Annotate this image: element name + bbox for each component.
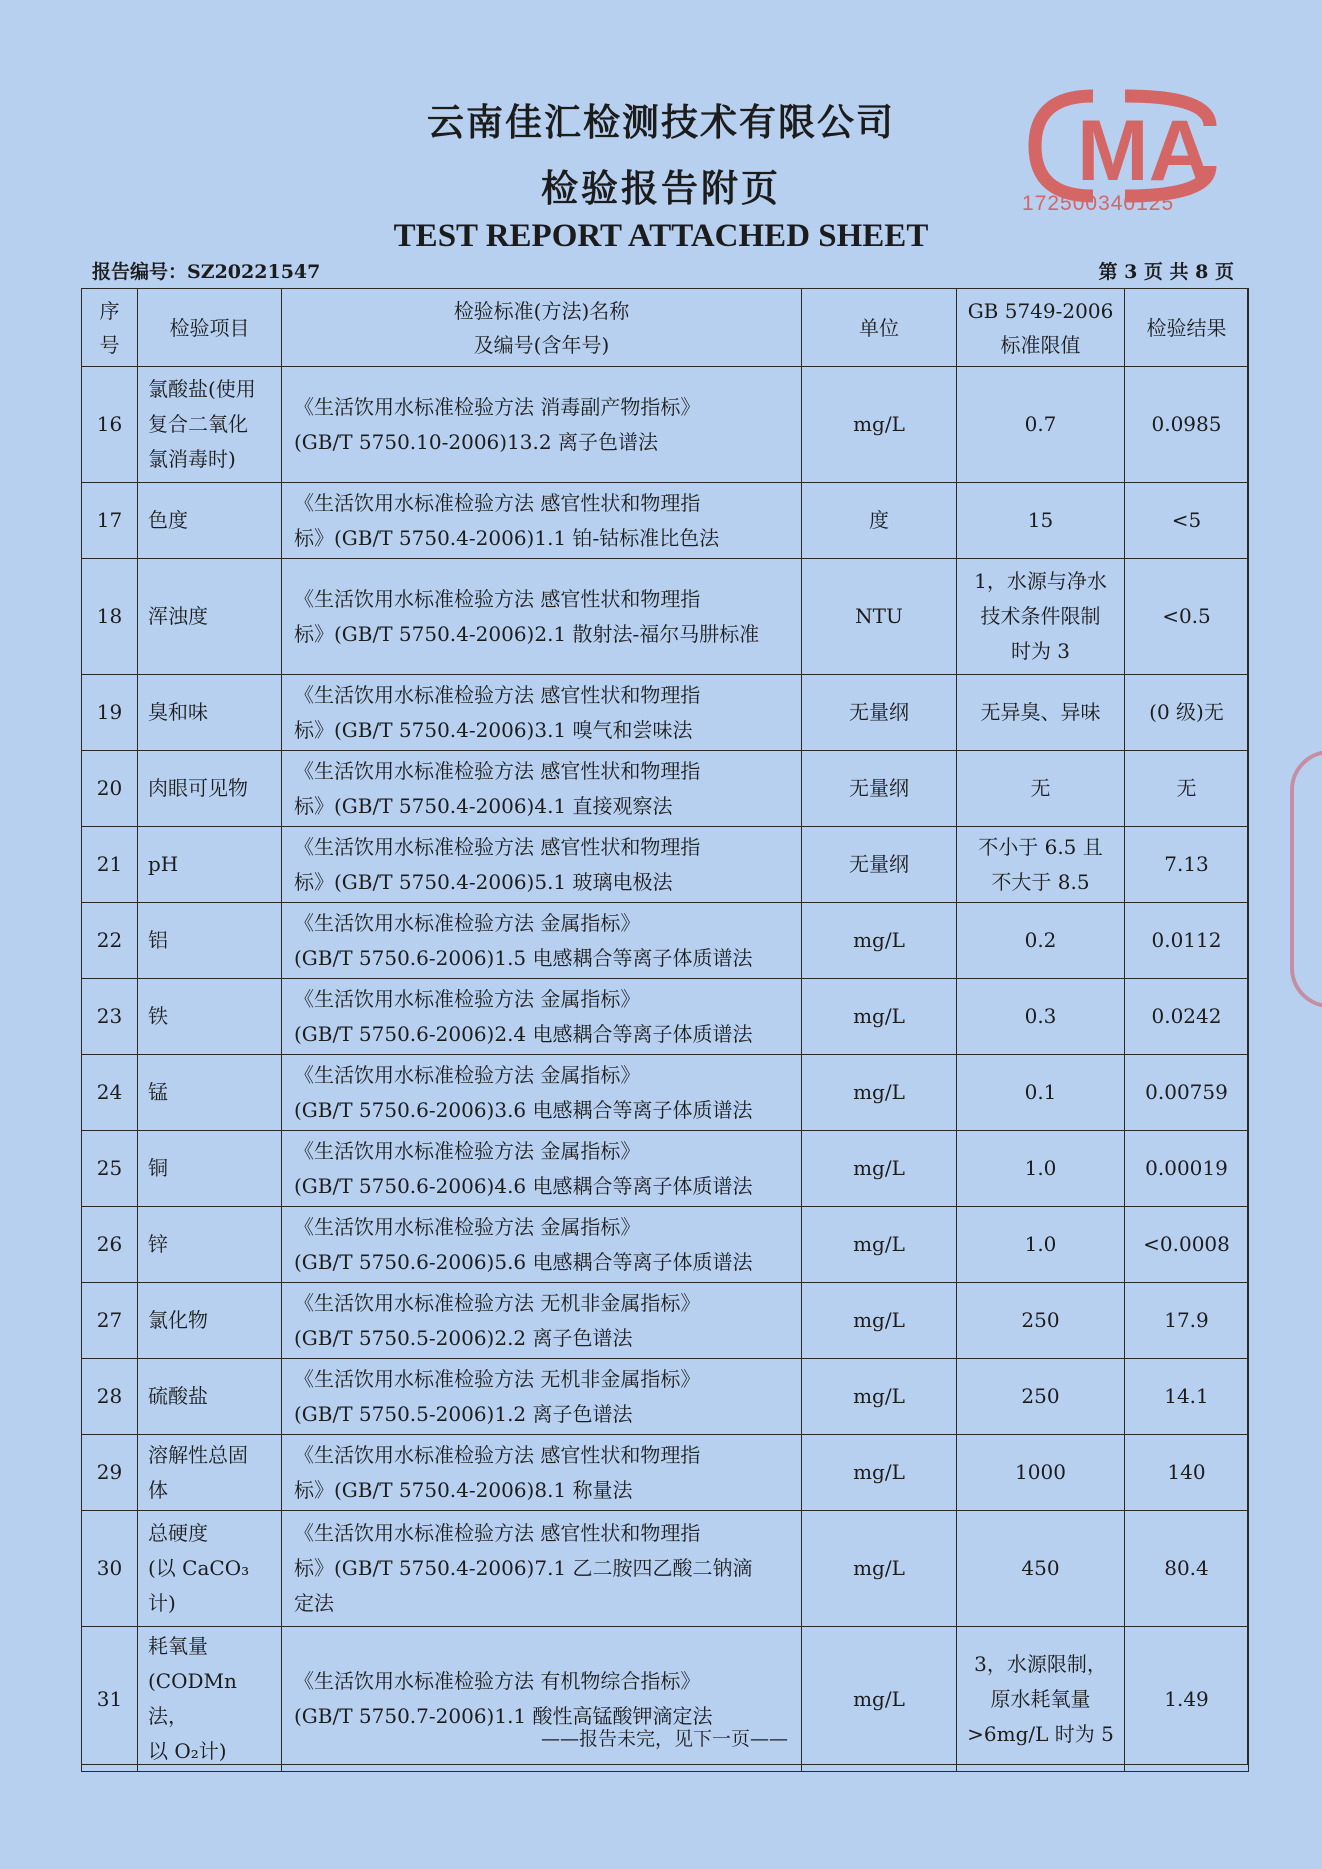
table-row xyxy=(82,827,1249,903)
header-unit: 单位 xyxy=(802,289,957,367)
row-number: 25 xyxy=(82,1131,138,1207)
row-method: 《生活饮用水标准检验方法 感官性状和物理指 标》(GB/T 5750.4-2006)3.1 嗅气和尝味法 xyxy=(282,675,802,751)
row-method: 《生活饮用水标准检验方法 感官性状和物理指 标》(GB/T 5750.4-2006)2.1 散射法-福尔马肼标准 xyxy=(282,559,802,675)
row-limit: 无 xyxy=(957,751,1125,827)
row-unit: 无量纲 xyxy=(802,675,957,751)
row-number: 16 xyxy=(82,367,138,483)
row-number: 18 xyxy=(82,559,138,675)
table-row xyxy=(82,483,1249,559)
table-row xyxy=(82,1283,1249,1359)
row-number: 26 xyxy=(82,1207,138,1283)
table-header-row xyxy=(82,289,1249,367)
row-number: 30 xyxy=(82,1511,138,1627)
row-unit: mg/L xyxy=(802,367,957,483)
row-unit: 无量纲 xyxy=(802,827,957,903)
row-unit: mg/L xyxy=(802,1359,957,1435)
table-row xyxy=(82,1131,1249,1207)
row-number: 20 xyxy=(82,751,138,827)
table-row xyxy=(82,1435,1249,1511)
row-number: 29 xyxy=(82,1435,138,1511)
row-method: 《生活饮用水标准检验方法 金属指标》 (GB/T 5750.6-2006)2.4 电感耦合等离子体质谱法 xyxy=(282,979,802,1055)
row-unit: mg/L xyxy=(802,1511,957,1627)
row-result: 0.0985 xyxy=(1125,367,1249,483)
row-result: 80.4 xyxy=(1125,1511,1249,1627)
row-unit: mg/L xyxy=(802,1055,957,1131)
row-method: 《生活饮用水标准检验方法 无机非金属指标》 (GB/T 5750.5-2006)1.2 离子色谱法 xyxy=(282,1359,802,1435)
row-unit: mg/L xyxy=(802,979,957,1055)
row-item: 氯化物 xyxy=(138,1283,282,1359)
row-item: pH xyxy=(138,827,282,903)
row-number: 31 xyxy=(82,1627,138,1772)
row-number: 17 xyxy=(82,483,138,559)
header-limit: GB 5749-2006 标准限值 xyxy=(957,289,1125,367)
row-item: 总硬度 (以 CaCO₃ 计) xyxy=(138,1511,282,1627)
row-result: 7.13 xyxy=(1125,827,1249,903)
row-result: (0 级)无 xyxy=(1125,675,1249,751)
row-result: 140 xyxy=(1125,1435,1249,1511)
row-number: 27 xyxy=(82,1283,138,1359)
header-item: 检验项目 xyxy=(138,289,282,367)
table-row xyxy=(82,751,1249,827)
row-limit: 0.3 xyxy=(957,979,1125,1055)
report-number: 报告编号：SZ20221547 xyxy=(92,261,321,283)
row-method: 《生活饮用水标准检验方法 金属指标》 (GB/T 5750.6-2006)4.6 电感耦合等离子体质谱法 xyxy=(282,1131,802,1207)
english-title: TEST REPORT ATTACHED SHEET xyxy=(393,218,929,254)
table-row xyxy=(82,1055,1249,1131)
row-result: 无 xyxy=(1125,751,1249,827)
row-limit: 0.2 xyxy=(957,903,1125,979)
row-result: 17.9 xyxy=(1125,1283,1249,1359)
row-limit: 1.0 xyxy=(957,1207,1125,1283)
row-limit: 250 xyxy=(957,1359,1125,1435)
row-item: 铝 xyxy=(138,903,282,979)
row-limit: 0.7 xyxy=(957,367,1125,483)
table-body xyxy=(82,367,1249,1772)
row-item: 氯酸盐(使用 复合二氧化 氯消毒时) xyxy=(138,367,282,483)
row-result: <0.0008 xyxy=(1125,1207,1249,1283)
row-number: 28 xyxy=(82,1359,138,1435)
row-method: 《生活饮用水标准检验方法 感官性状和物理指 标》(GB/T 5750.4-2006)5.1 玻璃电极法 xyxy=(282,827,802,903)
table-row xyxy=(82,903,1249,979)
row-item: 溶解性总固 体 xyxy=(138,1435,282,1511)
cma-letters: MA xyxy=(1077,103,1211,199)
row-limit: 1000 xyxy=(957,1435,1125,1511)
row-unit: mg/L xyxy=(802,1207,957,1283)
row-item: 耗氧量 (CODMn法， 以 O₂计) xyxy=(138,1627,282,1772)
row-number: 23 xyxy=(82,979,138,1055)
row-result: <0.5 xyxy=(1125,559,1249,675)
row-item: 浑浊度 xyxy=(138,559,282,675)
row-item: 硫酸盐 xyxy=(138,1359,282,1435)
row-item: 肉眼可见物 xyxy=(138,751,282,827)
row-method: 《生活饮用水标准检验方法 金属指标》 (GB/T 5750.6-2006)5.6 电感耦合等离子体质谱法 xyxy=(282,1207,802,1283)
row-item: 锌 xyxy=(138,1207,282,1283)
row-item: 铜 xyxy=(138,1131,282,1207)
row-item: 色度 xyxy=(138,483,282,559)
header-result: 检验结果 xyxy=(1125,289,1249,367)
row-method: 《生活饮用水标准检验方法 感官性状和物理指 标》(GB/T 5750.4-2006)7.1 乙二胺四乙酸二钠滴 定法 xyxy=(282,1511,802,1627)
row-unit: mg/L xyxy=(802,1627,957,1772)
row-unit: NTU xyxy=(802,559,957,675)
row-item: 铁 xyxy=(138,979,282,1055)
row-number: 21 xyxy=(82,827,138,903)
row-limit: 15 xyxy=(957,483,1125,559)
row-limit: 不小于 6.5 且 不大于 8.5 xyxy=(957,827,1125,903)
row-limit: 1.0 xyxy=(957,1131,1125,1207)
table-row xyxy=(82,675,1249,751)
table-row xyxy=(82,979,1249,1055)
row-result: 0.0242 xyxy=(1125,979,1249,1055)
row-unit: 无量纲 xyxy=(802,751,957,827)
row-result: 0.0112 xyxy=(1125,903,1249,979)
row-unit: mg/L xyxy=(802,1283,957,1359)
row-number: 19 xyxy=(82,675,138,751)
row-limit: 450 xyxy=(957,1511,1125,1627)
row-result: 0.00019 xyxy=(1125,1131,1249,1207)
row-limit: 3，水源限制， 原水耗氧量 >6mg/L 时为 5 xyxy=(957,1627,1125,1772)
header-method: 检验标准(方法)名称 及编号(含年号) xyxy=(282,289,802,367)
table-row xyxy=(82,1359,1249,1435)
table-row xyxy=(82,559,1249,675)
row-limit: 1，水源与净水 技术条件限制 时为 3 xyxy=(957,559,1125,675)
row-limit: 250 xyxy=(957,1283,1125,1359)
row-method: 《生活饮用水标准检验方法 感官性状和物理指 标》(GB/T 5750.4-2006)1.1 铂-钴标准比色法 xyxy=(282,483,802,559)
row-unit: mg/L xyxy=(802,903,957,979)
row-method: 《生活饮用水标准检验方法 感官性状和物理指 标》(GB/T 5750.4-2006)8.1 称量法 xyxy=(282,1435,802,1511)
footer-note: ——报告未完，见下一页—— xyxy=(540,1728,788,1750)
row-unit: 度 xyxy=(802,483,957,559)
row-limit: 0.1 xyxy=(957,1055,1125,1131)
table-row xyxy=(82,1511,1249,1627)
table-row xyxy=(82,1207,1249,1283)
row-result: 1.49 xyxy=(1125,1627,1249,1772)
row-limit: 无异臭、异味 xyxy=(957,675,1125,751)
row-method: 《生活饮用水标准检验方法 金属指标》 (GB/T 5750.6-2006)3.6 电感耦合等离子体质谱法 xyxy=(282,1055,802,1131)
row-number: 22 xyxy=(82,903,138,979)
row-number: 24 xyxy=(82,1055,138,1131)
row-method: 《生活饮用水标准检验方法 无机非金属指标》 (GB/T 5750.5-2006)2.2 离子色谱法 xyxy=(282,1283,802,1359)
results-table xyxy=(81,288,1249,1772)
header-no: 序 号 xyxy=(82,289,138,367)
row-method: 《生活饮用水标准检验方法 有机物综合指标》 (GB/T 5750.7-2006)1.1 酸性高锰酸钾滴定法 xyxy=(282,1627,802,1772)
row-item: 臭和味 xyxy=(138,675,282,751)
row-result: <5 xyxy=(1125,483,1249,559)
page-indicator: 第 3 页 共 8 页 xyxy=(1098,261,1234,283)
company-name: 云南佳汇检测技术有限公司 xyxy=(427,100,895,144)
cma-number: 172500340125 xyxy=(1022,192,1175,215)
row-unit: mg/L xyxy=(802,1131,957,1207)
report-subtitle: 检验报告附页 xyxy=(541,166,781,210)
partial-stamp xyxy=(1290,750,1322,1008)
row-method: 《生活饮用水标准检验方法 感官性状和物理指 标》(GB/T 5750.4-2006)4.1 直接观察法 xyxy=(282,751,802,827)
table-row xyxy=(82,367,1249,483)
row-item: 锰 xyxy=(138,1055,282,1131)
row-unit: mg/L xyxy=(802,1435,957,1511)
row-result: 14.1 xyxy=(1125,1359,1249,1435)
row-method: 《生活饮用水标准检验方法 金属指标》 (GB/T 5750.6-2006)1.5 电感耦合等离子体质谱法 xyxy=(282,903,802,979)
row-method: 《生活饮用水标准检验方法 消毒副产物指标》 (GB/T 5750.10-2006)13.2 离子色谱法 xyxy=(282,367,802,483)
row-result: 0.00759 xyxy=(1125,1055,1249,1131)
